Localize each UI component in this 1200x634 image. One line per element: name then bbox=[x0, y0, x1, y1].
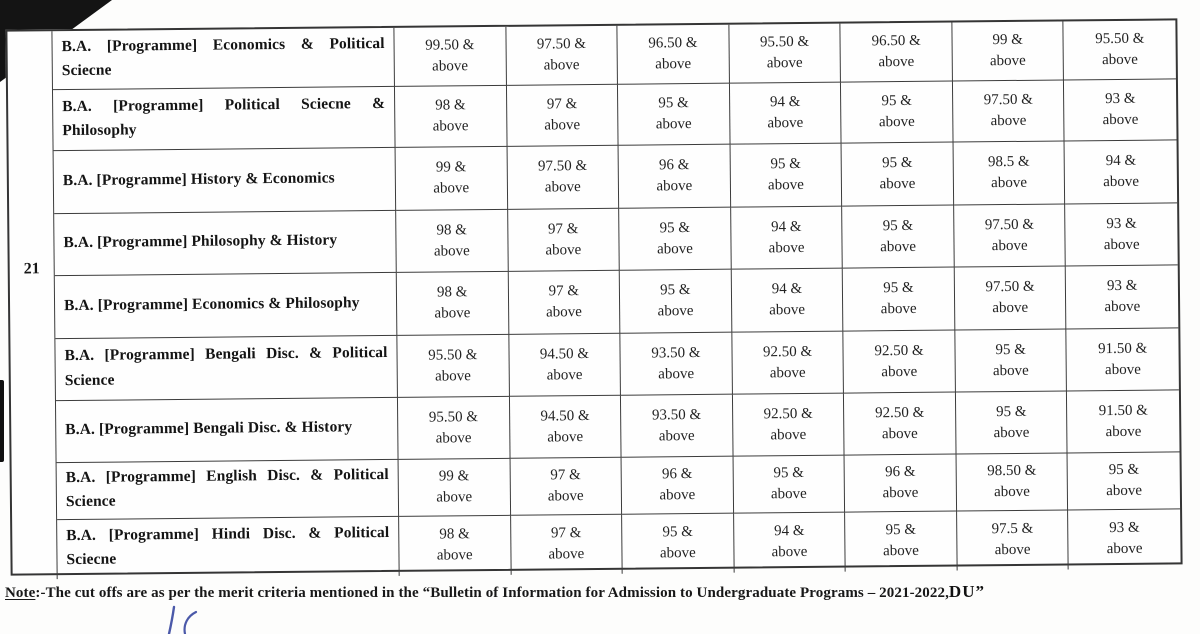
cutoff-cell bbox=[395, 86, 507, 148]
cutoff-above-label: above bbox=[656, 240, 693, 257]
cutoff-cell bbox=[955, 329, 1067, 392]
cutoff-cell bbox=[733, 456, 845, 514]
cutoff-cell bbox=[510, 458, 622, 516]
cutoff-above-label: above bbox=[994, 483, 1031, 501]
cutoff-value: 97.50 & bbox=[536, 36, 587, 53]
cutoff-cell bbox=[622, 514, 734, 574]
cutoff-cell bbox=[507, 85, 619, 147]
cutoff-value: 98 & bbox=[439, 526, 470, 543]
cutoff-above-label: above bbox=[436, 547, 473, 565]
cutoff-cell bbox=[841, 23, 953, 83]
course-name: B.A. [Programme] Economics & Philosophy bbox=[63, 294, 360, 314]
cutoff-cell bbox=[620, 333, 732, 396]
cutoff-above-label: above bbox=[656, 178, 693, 195]
cutoff-cell bbox=[953, 141, 1065, 205]
course-name: B.A. [Programme] Bengali Disc. & Political Science bbox=[64, 344, 388, 389]
cutoff-above-label: above bbox=[657, 303, 694, 320]
cutoff-above-label: above bbox=[878, 53, 915, 71]
cutoff-above-label: above bbox=[658, 365, 695, 382]
cutoff-value: 94 & bbox=[771, 281, 803, 298]
cutoff-above-label: above bbox=[433, 180, 470, 197]
cutoff-value: 93 & bbox=[1109, 520, 1140, 537]
course-cell bbox=[57, 517, 400, 579]
cutoff-value: 97.50 & bbox=[985, 278, 1035, 296]
cutoff-cell bbox=[508, 271, 620, 335]
cutoff-cell bbox=[507, 146, 619, 210]
cutoff-above-label: above bbox=[770, 485, 807, 503]
cutoff-value: 99 & bbox=[435, 159, 467, 176]
cutoff-above-label: above bbox=[991, 174, 1028, 192]
cutoff-value: 95 & bbox=[995, 341, 1026, 358]
cutoff-cell bbox=[397, 272, 509, 336]
cutoff-value: 95 & bbox=[660, 282, 691, 299]
cutoff-cell bbox=[952, 21, 1064, 81]
cutoff-value: 92.50 & bbox=[874, 342, 924, 359]
cutoff-cell bbox=[618, 84, 730, 146]
cutoff-value: 92.50 & bbox=[763, 405, 813, 422]
cutoff-value: 95.50 & bbox=[428, 346, 478, 364]
cutoff-cell bbox=[842, 206, 954, 269]
cutoff-value: 98 & bbox=[436, 284, 468, 301]
cutoff-cell bbox=[842, 143, 954, 207]
cutoff-value: 97 & bbox=[547, 220, 579, 237]
cutoff-value: 98 & bbox=[436, 221, 467, 239]
note-handwritten-du: DU” bbox=[948, 582, 985, 601]
cutoff-cell bbox=[729, 24, 841, 84]
cutoff-cell bbox=[1066, 265, 1178, 329]
cutoff-above-label: above bbox=[545, 241, 582, 258]
cutoff-above-label: above bbox=[883, 543, 920, 560]
cutoff-value: 93 & bbox=[1106, 215, 1137, 232]
cutoff-value: 92.50 & bbox=[875, 404, 925, 421]
cutoff-cell bbox=[1067, 390, 1179, 453]
course-cell bbox=[54, 211, 397, 276]
cutoff-above-label: above bbox=[881, 425, 918, 442]
cutoff-value: 92.50 & bbox=[762, 343, 813, 360]
course-name: B.A. [Programme] Philosophy & History bbox=[63, 231, 338, 252]
cutoff-cell bbox=[1065, 140, 1177, 204]
cutoff-above-label: above bbox=[882, 484, 919, 502]
cutoff-value: 91.50 & bbox=[1098, 402, 1148, 419]
course-name: B.A. [Programme] Bengali Disc. & History bbox=[65, 418, 353, 439]
cutoff-above-label: above bbox=[1106, 482, 1143, 500]
cutoff-above-label: above bbox=[658, 427, 695, 444]
cutoff-above-label: above bbox=[879, 175, 916, 193]
cutoff-value: 96.50 & bbox=[871, 32, 921, 50]
cutoff-value: 95 & bbox=[662, 524, 693, 541]
cutoff-above-label: above bbox=[880, 300, 917, 318]
cutoff-value: 96 & bbox=[658, 157, 690, 174]
pen-scribble bbox=[152, 604, 222, 634]
cutoff-above-label: above bbox=[769, 301, 806, 319]
cutoff-above-label: above bbox=[992, 362, 1029, 379]
cutoff-value: 95 & bbox=[659, 219, 691, 236]
cutoff-above-label: above bbox=[659, 487, 696, 504]
cutoff-table bbox=[5, 18, 1182, 575]
course-cell bbox=[55, 336, 398, 401]
cutoff-cell bbox=[730, 144, 842, 208]
cutoff-value: 98.5 & bbox=[987, 153, 1030, 171]
cutoff-above-label: above bbox=[881, 363, 918, 380]
cutoff-value: 99 & bbox=[438, 468, 470, 485]
cutoff-above-label: above bbox=[990, 112, 1027, 130]
cutoff-value: 93 & bbox=[1106, 277, 1138, 295]
cutoff-above-label: above bbox=[766, 54, 803, 72]
cutoff-value: 95 & bbox=[1108, 461, 1140, 479]
cutoff-value: 94 & bbox=[1105, 152, 1137, 170]
cutoff-above-label: above bbox=[767, 114, 804, 132]
cutoff-cell bbox=[1068, 509, 1180, 569]
cutoff-above-label: above bbox=[1104, 298, 1141, 316]
cutoff-value: 95 & bbox=[881, 92, 912, 110]
cutoff-above-label: above bbox=[655, 56, 692, 73]
cutoff-cell bbox=[953, 80, 1065, 142]
cutoff-above-label: above bbox=[1104, 361, 1141, 378]
cutoff-value: 99.50 & bbox=[425, 37, 475, 54]
note-text: :-The cut offs are as per the merit criteria mentioned in the “Bulletin of Information for Admission to Undergraduate Programs – 2021-2022, bbox=[35, 585, 949, 601]
course-name: B.A. [Programme] History & Economics bbox=[62, 169, 335, 189]
cutoff-above-label: above bbox=[435, 367, 472, 385]
cutoff-value: 93 & bbox=[1105, 90, 1136, 108]
cutoff-cell bbox=[622, 457, 734, 515]
cutoff-value: 97 & bbox=[550, 467, 581, 484]
course-cell bbox=[55, 273, 398, 339]
cutoff-cell bbox=[955, 266, 1067, 330]
cutoff-value: 95 & bbox=[881, 154, 913, 172]
cutoff-above-label: above bbox=[655, 116, 692, 133]
cutoff-cell bbox=[399, 516, 511, 576]
note-label: Note bbox=[5, 585, 36, 601]
cutoff-value: 98 & bbox=[435, 97, 466, 114]
cutoff-cell bbox=[956, 453, 1068, 511]
cutoff-value: 94 & bbox=[769, 94, 801, 111]
cutoff-above-label: above bbox=[432, 118, 469, 135]
cutoff-cell bbox=[619, 145, 731, 209]
course-cell bbox=[56, 398, 399, 463]
cutoff-above-label: above bbox=[436, 489, 473, 506]
cutoff-cell bbox=[1064, 79, 1176, 141]
footer-note bbox=[5, 582, 1195, 602]
cutoff-cell bbox=[398, 397, 510, 460]
cutoff-value: 97 & bbox=[546, 96, 578, 113]
cutoff-cell bbox=[956, 391, 1068, 454]
cutoff-above-label: above bbox=[767, 176, 804, 194]
cutoff-above-label: above bbox=[768, 239, 805, 256]
cutoff-cell bbox=[508, 209, 620, 272]
cutoff-value: 95 & bbox=[885, 522, 917, 539]
cutoff-above-label: above bbox=[548, 546, 585, 563]
cutoff-value: 94.50 & bbox=[539, 345, 590, 363]
cutoff-cell bbox=[621, 395, 733, 458]
cutoff-above-label: above bbox=[880, 238, 917, 255]
cutoff-value: 95 & bbox=[773, 464, 804, 482]
cutoff-cell bbox=[509, 334, 621, 397]
cutoff-cell bbox=[731, 269, 843, 333]
cutoff-value: 95 & bbox=[995, 403, 1027, 420]
cutoff-cell bbox=[511, 515, 623, 575]
cutoff-value: 95 & bbox=[882, 217, 914, 234]
cutoff-cell bbox=[732, 332, 844, 395]
cutoff-above-label: above bbox=[546, 304, 582, 321]
cutoff-cell bbox=[841, 82, 953, 144]
cutoff-cell bbox=[845, 512, 957, 572]
cutoff-value: 93.50 & bbox=[651, 344, 701, 361]
serial-number-cell bbox=[7, 31, 57, 579]
cutoff-cell bbox=[510, 396, 622, 459]
cutoff-cell bbox=[506, 26, 618, 86]
cutoff-above-label: above bbox=[1103, 236, 1140, 253]
cutoff-value: 98.50 & bbox=[987, 462, 1037, 480]
cutoff-above-label: above bbox=[432, 58, 469, 75]
cutoff-above-label: above bbox=[544, 117, 581, 134]
serial-number: 21 bbox=[23, 260, 40, 278]
cutoff-cell bbox=[957, 510, 1069, 570]
course-cell bbox=[57, 460, 400, 520]
cutoff-value: 97.5 & bbox=[991, 521, 1034, 538]
cutoff-value: 97.50 & bbox=[984, 216, 1035, 233]
cutoff-above-label: above bbox=[1106, 541, 1143, 558]
cutoff-above-label: above bbox=[994, 542, 1031, 559]
cutoff-value: 95 & bbox=[883, 279, 914, 297]
cutoff-value: 95.50 & bbox=[1095, 30, 1145, 48]
cutoff-cell bbox=[734, 513, 846, 573]
course-cell bbox=[54, 148, 397, 214]
course-cell bbox=[53, 87, 396, 151]
cutoff-above-label: above bbox=[659, 545, 696, 562]
cutoff-above-label: above bbox=[435, 429, 472, 447]
cutoff-cell bbox=[845, 455, 957, 513]
cutoff-above-label: above bbox=[1101, 51, 1138, 69]
cutoff-cell bbox=[396, 147, 508, 211]
cutoff-cell bbox=[399, 459, 511, 517]
cutoff-cell bbox=[394, 27, 506, 87]
cutoff-value: 97 & bbox=[548, 283, 580, 300]
cutoff-value: 95.50 & bbox=[759, 33, 810, 51]
cutoff-value: 95 & bbox=[658, 95, 689, 112]
cutoff-above-label: above bbox=[546, 366, 583, 383]
cutoff-value: 94 & bbox=[773, 523, 805, 540]
cutoff-value: 99 & bbox=[992, 31, 1023, 49]
cutoff-value: 94 & bbox=[771, 218, 802, 235]
scan-edge-artifact bbox=[0, 380, 4, 462]
cutoff-cell bbox=[730, 83, 842, 145]
cutoff-above-label: above bbox=[878, 113, 915, 131]
cutoff-value: 97 & bbox=[550, 525, 582, 542]
cutoff-value: 95.50 & bbox=[428, 408, 479, 426]
cutoff-cell bbox=[954, 204, 1066, 267]
course-name: B.A. [Programme] Economics & Political Sciecne bbox=[61, 34, 385, 80]
cutoff-value: 97.50 & bbox=[983, 91, 1033, 109]
cutoff-above-label: above bbox=[992, 299, 1029, 317]
cutoff-cell bbox=[1066, 203, 1178, 266]
cutoff-value: 96 & bbox=[661, 466, 693, 483]
cutoff-above-label: above bbox=[434, 305, 471, 322]
cutoff-above-label: above bbox=[991, 237, 1028, 254]
cutoff-above-label: above bbox=[993, 424, 1030, 441]
cutoff-value: 95 & bbox=[770, 156, 802, 173]
course-name: B.A. [Programme] Hindi Disc. & Political Sciecne bbox=[66, 523, 390, 569]
cutoff-cell bbox=[843, 268, 955, 332]
cutoff-value: 91.50 & bbox=[1098, 340, 1148, 357]
cutoff-above-label: above bbox=[989, 52, 1026, 70]
cutoff-value: 96 & bbox=[884, 463, 916, 481]
cutoff-above-label: above bbox=[543, 57, 580, 74]
cutoff-above-label: above bbox=[1105, 423, 1142, 440]
cutoff-cell bbox=[844, 331, 956, 394]
cutoff-above-label: above bbox=[547, 428, 584, 445]
cutoff-value: 97.50 & bbox=[537, 158, 588, 175]
cutoff-value: 94.50 & bbox=[540, 407, 590, 425]
cutoff-cell bbox=[731, 207, 843, 270]
cutoff-cell bbox=[1068, 452, 1180, 510]
cutoff-cell bbox=[1064, 20, 1176, 80]
cutoff-value: 96.50 & bbox=[648, 34, 698, 52]
cutoff-cell bbox=[618, 25, 730, 85]
cutoff-above-label: above bbox=[769, 364, 806, 381]
cutoff-cell bbox=[733, 394, 845, 457]
cutoff-cell bbox=[619, 208, 731, 271]
cutoff-cell bbox=[396, 210, 508, 273]
cutoff-above-label: above bbox=[1102, 111, 1139, 129]
cutoff-above-label: above bbox=[770, 426, 807, 443]
course-cell bbox=[52, 28, 395, 90]
course-name: B.A. [Programme] English Disc. & Political Science bbox=[65, 465, 389, 511]
cutoff-above-label: above bbox=[433, 242, 470, 260]
cutoff-cell bbox=[1067, 328, 1179, 391]
cutoff-cell bbox=[844, 393, 956, 456]
cutoff-above-label: above bbox=[544, 179, 581, 196]
cutoff-cell bbox=[620, 270, 732, 334]
cutoff-above-label: above bbox=[1103, 173, 1140, 191]
cutoff-above-label: above bbox=[771, 544, 808, 561]
cutoff-above-label: above bbox=[547, 488, 584, 505]
cutoff-value: 93.50 & bbox=[651, 406, 702, 423]
cutoff-cell bbox=[397, 335, 509, 398]
course-name: B.A. [Programme] Political Sciecne & Philosophy bbox=[62, 94, 386, 140]
